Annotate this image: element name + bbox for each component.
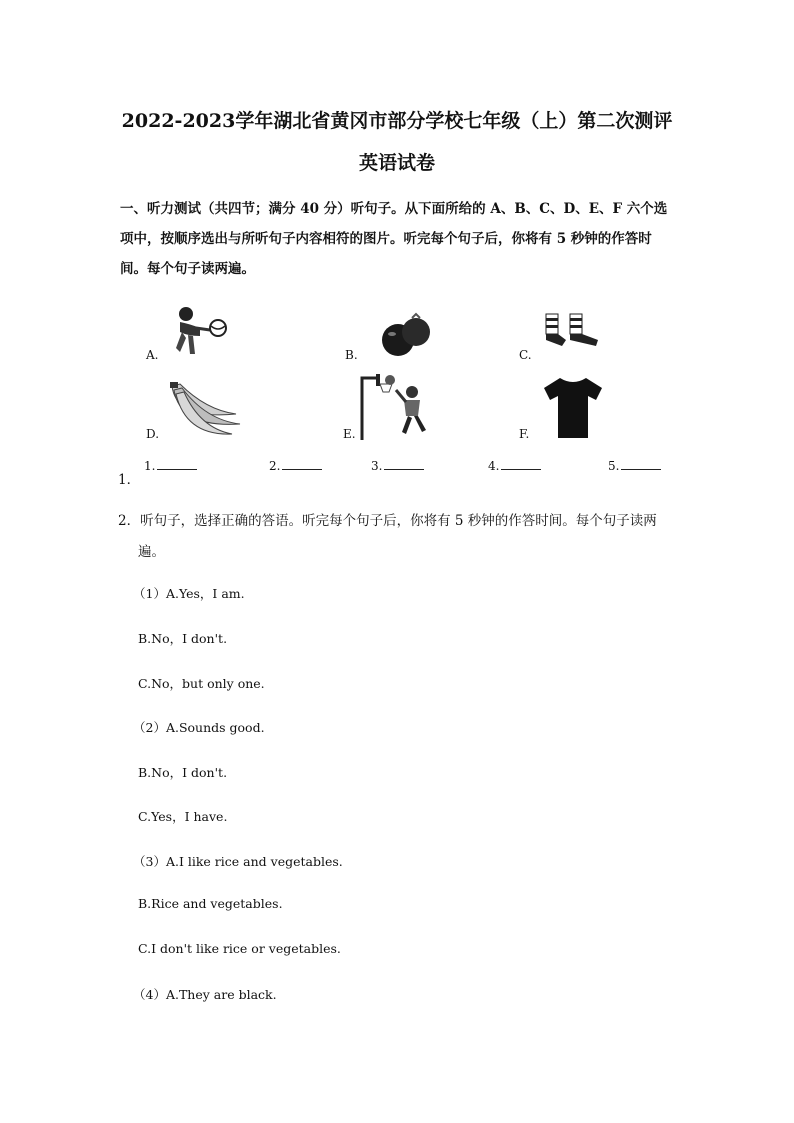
option-item: （1）A.Yes，I am.: [133, 586, 245, 601]
option-item: （4）A.They are black.: [133, 987, 277, 1002]
answer-blank[interactable]: [144, 458, 197, 473]
option-item: （2）A.Sounds good.: [133, 720, 265, 735]
blank-number: 4.: [488, 459, 500, 473]
section1-instructions: [120, 194, 680, 284]
instruction-line: 项中，按顺序选出与所听句子内容相符的图片。听完每个句子后，你将有 5 秒钟的作答时: [120, 231, 652, 247]
blank-number: 5.: [608, 459, 620, 473]
answer-blank[interactable]: [488, 458, 541, 473]
blank-number: 2.: [269, 459, 281, 473]
q2-instruction-line2: 遍。: [138, 544, 165, 560]
basketball-player-icon: [358, 372, 434, 442]
option-item: C.No，but only one.: [138, 676, 265, 691]
page-title-line1: 2022-2023学年湖北省黄冈市部分学校七年级（上）第二次测评: [121, 110, 673, 132]
picture-label-b: B.: [345, 348, 358, 362]
girl-volleyball-icon: [166, 302, 232, 360]
option-item: C.I don't like rice or vegetables.: [138, 941, 341, 956]
tshirt-icon: [542, 376, 604, 440]
bananas-icon: [166, 380, 246, 438]
answer-blank[interactable]: [269, 458, 322, 473]
picture-label-c: C.: [519, 348, 532, 362]
option-item: B.No，I don't.: [138, 631, 228, 646]
answer-blank[interactable]: [371, 458, 424, 473]
option-item: （3）A.I like rice and vegetables.: [133, 854, 343, 869]
blank-number: 1.: [144, 459, 156, 473]
option-item: B.No，I don't.: [138, 765, 228, 780]
picture-label-d: D.: [146, 427, 160, 441]
option-item: B.Rice and vegetables.: [138, 896, 283, 911]
answer-blank[interactable]: [608, 458, 661, 473]
instruction-line: 一、听力测试（共四节；满分 40 分）听句子。从下面所给的 A、B、C、D、E、F 六个选: [120, 201, 668, 217]
option-item: C.Yes，I have.: [138, 809, 228, 824]
picture-label-e: E.: [343, 427, 356, 441]
picture-label-f: F.: [519, 427, 530, 441]
blank-number: 3.: [371, 459, 383, 473]
picture-label-a: A.: [146, 348, 159, 362]
q1-number: 1．: [118, 472, 141, 488]
tomatoes-icon: [378, 310, 434, 360]
instruction-line: 间。每个句子读两遍。: [120, 261, 255, 277]
q2-instruction-line1: 2．听句子，选择正确的答语。听完每个句子后，你将有 5 秒钟的作答时间。每个句子读两: [118, 513, 657, 529]
socks-icon: [540, 310, 602, 350]
page-title-line2: 英语试卷: [358, 152, 435, 174]
